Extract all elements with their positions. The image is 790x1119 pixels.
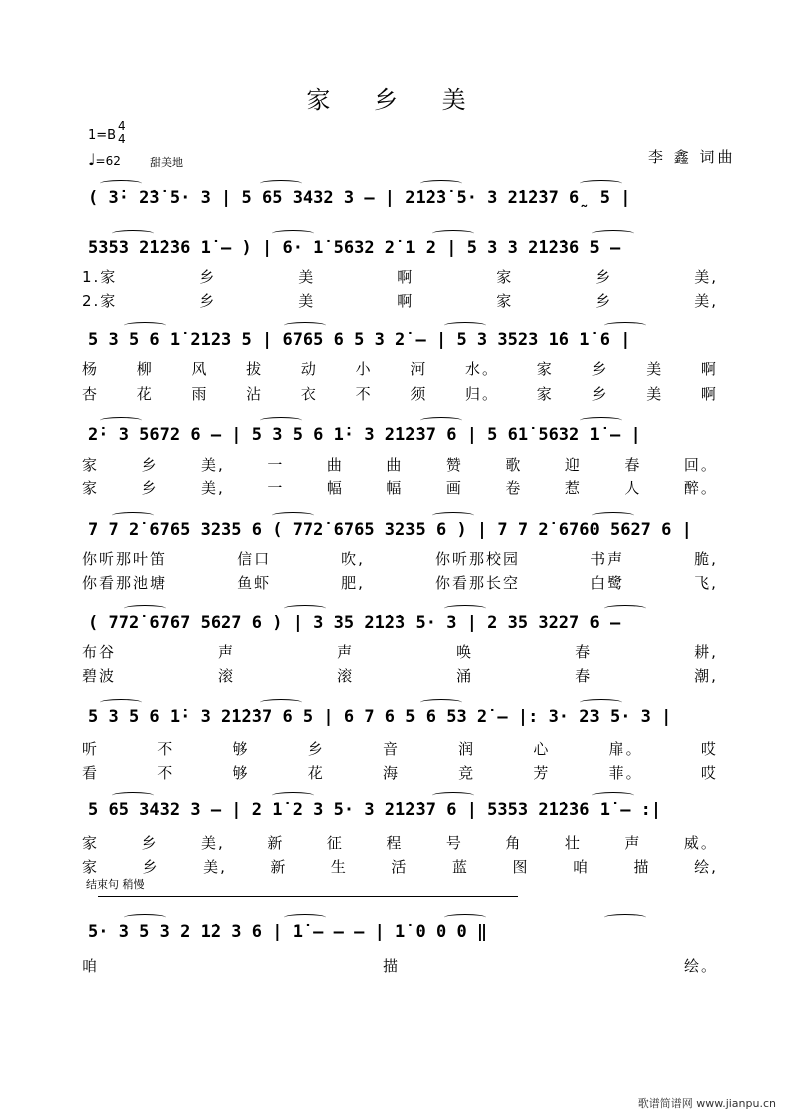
lyric-word: 书声 — [590, 550, 625, 568]
lyric-word: 曲 — [386, 456, 404, 474]
time-bottom: 4 — [118, 132, 126, 146]
quarter-note-icon: ♩ — [88, 150, 96, 169]
lyric-word: 你听那校园 — [435, 550, 521, 568]
lyric-word: 杏 — [82, 385, 100, 403]
lyric-line-7 — [82, 548, 718, 569]
lyric-word: 生 — [330, 858, 348, 876]
lyric-word: 芳 — [533, 764, 551, 782]
lyric-word: 柳 — [136, 360, 154, 378]
lyric-word: 看 — [82, 764, 100, 782]
lyric-line-2 — [82, 290, 718, 311]
time-signature — [118, 120, 126, 146]
slur-mark — [260, 417, 302, 424]
lyric-word: 幅 — [386, 479, 404, 497]
lyric-word: 听 — [82, 740, 100, 758]
lyric-word: 碧波 — [82, 667, 117, 685]
slur-mark — [420, 699, 462, 706]
staff-line-9: 5· 3 5 3 2 1̇2 3 6 | 1̇ – – – | 1̇ 0 0 0 ‖ — [88, 922, 488, 942]
slur-mark — [592, 792, 634, 799]
watermark: 歌谱简谱网 www.jianpu.cn — [637, 1097, 776, 1110]
slur-mark — [604, 322, 646, 329]
lyric-word: 滚 — [218, 667, 236, 685]
lyric-word: 征 — [326, 834, 344, 852]
lyric-word: 描 — [633, 858, 651, 876]
lyric-word: 涌 — [456, 667, 474, 685]
lyric-word: 新 — [270, 858, 288, 876]
lyric-word: 脆, — [694, 550, 718, 568]
tempo-mark — [88, 150, 121, 169]
lyric-word: 乡 — [595, 268, 613, 286]
lyric-word: 啊 — [700, 360, 718, 378]
lyric-word: 不 — [157, 740, 175, 758]
lyric-word: 润 — [458, 740, 476, 758]
slur-mark — [444, 605, 486, 612]
lyric-word: 绘, — [694, 858, 718, 876]
lyric-word: 音 — [382, 740, 400, 758]
lyric-word: 乡 — [199, 268, 217, 286]
lyric-word: 信口 — [237, 550, 272, 568]
lyric-word: 惹 — [564, 479, 582, 497]
staff-line-8: 5 65 3432 3 – | 2 1̇ 2 3 5· 3 2̇1̇2̇37 6 | 5353 2̇1̇2̇36 1̇ – :| — [88, 800, 662, 820]
lyric-word: 美 — [646, 360, 664, 378]
lyric-word: 肥, — [341, 574, 365, 592]
lyric-word: 美 — [646, 385, 664, 403]
slur-mark — [100, 417, 142, 424]
time-top: 4 — [118, 119, 126, 133]
slur-mark — [432, 230, 474, 237]
lyric-word: 家 — [536, 385, 554, 403]
lyric-word: 拔 — [246, 360, 264, 378]
lyric-word: 春 — [575, 667, 593, 685]
lyric-word: 人 — [624, 479, 642, 497]
lyric-word: 你看那长空 — [435, 574, 521, 592]
slur-mark — [444, 322, 486, 329]
lyric-word: 沾 — [246, 385, 264, 403]
lyric-word: 声 — [218, 643, 236, 661]
lyric-line-13 — [82, 832, 718, 853]
lyric-word: 歌 — [505, 456, 523, 474]
slur-mark — [260, 699, 302, 706]
lyric-word: 乡 — [141, 456, 159, 474]
staff-line-5: 7 7 2̇ 6765 3235 6 ( 772̇ 6765 3235 6 ) | 7 7 2̇ 6760 5627 6 | — [88, 520, 692, 540]
lyric-word: 美, — [201, 479, 225, 497]
slur-mark — [100, 699, 142, 706]
staff-line-2: 5353 2̇1̇2̇36 1̇ – ) | 6· 1̇ 5632 2̇ 1 2 | 5 3 3 2̇1̇2̇36 5 – — [88, 238, 621, 258]
slur-mark — [444, 914, 486, 921]
lyric-word: 竞 — [458, 764, 476, 782]
lyric-word: 风 — [191, 360, 209, 378]
slur-mark — [604, 914, 646, 921]
slur-mark — [284, 605, 326, 612]
lyric-word: 家 — [82, 858, 100, 876]
lyric-word: 潮, — [694, 667, 718, 685]
lyric-word: 啊 — [397, 268, 415, 286]
key-signature: 1=B — [88, 128, 117, 143]
lyric-word: 家 — [496, 268, 514, 286]
lyric-word: 咱 — [82, 957, 100, 975]
lyric-word: 布谷 — [82, 643, 117, 661]
lyric-word: 海 — [382, 764, 400, 782]
lyric-word: 不 — [355, 385, 373, 403]
lyric-word: 曲 — [326, 456, 344, 474]
slur-mark — [112, 512, 154, 519]
lyric-word: 杨 — [82, 360, 100, 378]
slur-mark — [580, 180, 622, 187]
lyric-word: 一 — [267, 456, 285, 474]
lyric-word: 春 — [575, 643, 593, 661]
lyric-line-12 — [82, 762, 718, 783]
slur-mark — [580, 699, 622, 706]
lyric-word: 乡 — [591, 360, 609, 378]
lyric-word: 乡 — [307, 740, 325, 758]
song-title: 家 乡 美 — [306, 86, 484, 114]
slur-mark — [432, 512, 474, 519]
lyric-word: 水。 — [465, 360, 500, 378]
lyric-word: 美, — [203, 858, 227, 876]
lyric-word: 乡 — [141, 479, 159, 497]
lyric-word: 雨 — [191, 385, 209, 403]
lyric-word: 图 — [512, 858, 530, 876]
lyric-word: 醉。 — [683, 479, 718, 497]
lyric-word: 家 — [82, 456, 100, 474]
slur-mark — [272, 792, 314, 799]
lyric-line-10 — [82, 665, 718, 686]
lyric-word: 扉。 — [608, 740, 643, 758]
staff-line-4: 2̇· 3 5672 6 – | 5 3 5 6 1̇· 3 2̇1̇2̇37 6 | 5 61̇ 5632 1̇ – | — [88, 425, 641, 445]
lyric-word: 蓝 — [451, 858, 469, 876]
lyric-word: 动 — [300, 360, 318, 378]
lyric-line-4 — [82, 383, 718, 404]
lyric-word: 啊 — [700, 385, 718, 403]
lyric-word: 咱 — [573, 858, 591, 876]
lyric-word: 哎 — [700, 764, 718, 782]
lyric-word: 美, — [201, 834, 225, 852]
lyric-word: 花 — [307, 764, 325, 782]
lyric-word: 绘。 — [683, 957, 718, 975]
slur-mark — [272, 512, 314, 519]
lyric-word: 乡 — [595, 292, 613, 310]
lyric-word: 心 — [533, 740, 551, 758]
lyric-word: 够 — [232, 764, 250, 782]
lyric-word: 鱼虾 — [237, 574, 272, 592]
lyric-word: 花 — [136, 385, 154, 403]
lyric-word: 美, — [201, 456, 225, 474]
lyric-word: 你看那池塘 — [82, 574, 168, 592]
slur-mark — [124, 322, 166, 329]
lyric-word: 新 — [267, 834, 285, 852]
lyric-word: 一 — [267, 479, 285, 497]
lyric-word: 滚 — [337, 667, 355, 685]
lyric-word: 号 — [445, 834, 463, 852]
staff-line-1: ( 3̇· 2̇3̇ 5· 3 | 5 65 3432 3 – | 2̇1̇2̇3̇ 5· 3 2̇1̇2̇37 6̰ 5 | — [88, 188, 631, 208]
staff-line-6: ( 772̇ 6767 5627 6 ) | 3 35 2̇1̇2̇3 5· 3 | 2 35 3227 6 – — [88, 613, 621, 633]
lyric-word: 啊 — [397, 292, 415, 310]
slur-mark — [432, 792, 474, 799]
lyric-word: 角 — [505, 834, 523, 852]
lyric-word: 家 — [536, 360, 554, 378]
slur-mark — [420, 417, 462, 424]
lyric-word: 赞 — [445, 456, 463, 474]
lyric-word: 回。 — [683, 456, 718, 474]
lyric-line-9 — [82, 641, 718, 662]
lyric-line-8 — [82, 572, 718, 593]
lyric-word: 美 — [298, 292, 316, 310]
lyric-word: 美, — [694, 268, 718, 286]
lyric-word: 家 — [82, 479, 100, 497]
lyric-line-15 — [82, 955, 718, 976]
tempo-value: =62 — [95, 154, 121, 168]
lyric-word: 河 — [410, 360, 428, 378]
lyric-word: 小 — [355, 360, 373, 378]
slur-mark — [580, 417, 622, 424]
slur-mark — [124, 914, 166, 921]
staff-line-7: 5 3 5 6 1̇· 3 2̇1̇2̇37 6 5 | 6 7 6 5 6 53 2̇ – |: 3· 23 5· 3 | — [88, 707, 672, 727]
lyric-word: 画 — [445, 479, 463, 497]
lyric-word: 美, — [694, 292, 718, 310]
lyric-word: 乡 — [199, 292, 217, 310]
lyric-word: 唤 — [456, 643, 474, 661]
lyric-word: 哎 — [700, 740, 718, 758]
lyric-word: 美 — [298, 268, 316, 286]
lyric-word: 威。 — [683, 834, 718, 852]
ending-label: 结束句 稍慢 — [86, 878, 145, 891]
slur-mark — [272, 230, 314, 237]
lyric-word: 白鹭 — [590, 574, 625, 592]
slur-mark — [420, 180, 462, 187]
lyric-word: 壮 — [564, 834, 582, 852]
slur-mark — [604, 605, 646, 612]
slur-mark — [260, 180, 302, 187]
lyric-line-5 — [82, 454, 718, 475]
lyric-word: 卷 — [505, 479, 523, 497]
lyric-word: 耕, — [694, 643, 718, 661]
lyric-word: 归。 — [465, 385, 500, 403]
lyric-line-1 — [82, 266, 718, 287]
lyric-line-6 — [82, 477, 718, 498]
lyric-line-11 — [82, 738, 718, 759]
lyric-word: 活 — [391, 858, 409, 876]
lyric-word: 菲。 — [608, 764, 643, 782]
slur-mark — [592, 230, 634, 237]
slur-mark — [592, 512, 634, 519]
ending-bracket — [98, 896, 518, 897]
lyric-word: 声 — [337, 643, 355, 661]
slur-mark — [100, 180, 142, 187]
lyric-word: 吹, — [341, 550, 365, 568]
lyric-word: 家 — [496, 292, 514, 310]
lyric-word: 家 — [82, 834, 100, 852]
author-credit: 李 鑫 词曲 — [648, 148, 736, 166]
lyric-word: 描 — [382, 957, 400, 975]
lyric-word: 够 — [232, 740, 250, 758]
lyric-word: 2.家 — [82, 292, 118, 310]
lyric-word: 1.家 — [82, 268, 118, 286]
lyric-word: 春 — [624, 456, 642, 474]
lyric-line-14 — [82, 856, 718, 877]
staff-line-3: 5 3 5 6 1̇ 2123 5 | 6765 6 5 3 2̇ – | 5 3 3523 1̇6 1̇ 6 | — [88, 330, 631, 350]
slur-mark — [284, 322, 326, 329]
lyric-word: 乡 — [142, 858, 160, 876]
lyric-word: 须 — [410, 385, 428, 403]
lyric-word: 程 — [386, 834, 404, 852]
slur-mark — [124, 605, 166, 612]
slur-mark — [112, 230, 154, 237]
lyric-word: 声 — [624, 834, 642, 852]
lyric-word: 衣 — [300, 385, 318, 403]
lyric-word: 迎 — [564, 456, 582, 474]
lyric-line-3 — [82, 358, 718, 379]
lyric-word: 飞, — [694, 574, 718, 592]
slur-mark — [284, 914, 326, 921]
lyric-word: 不 — [157, 764, 175, 782]
slur-mark — [112, 792, 154, 799]
lyric-word: 乡 — [591, 385, 609, 403]
expression-mark: 甜美地 — [150, 156, 183, 169]
lyric-word: 幅 — [326, 479, 344, 497]
lyric-word: 你听那叶笛 — [82, 550, 168, 568]
lyric-word: 乡 — [141, 834, 159, 852]
